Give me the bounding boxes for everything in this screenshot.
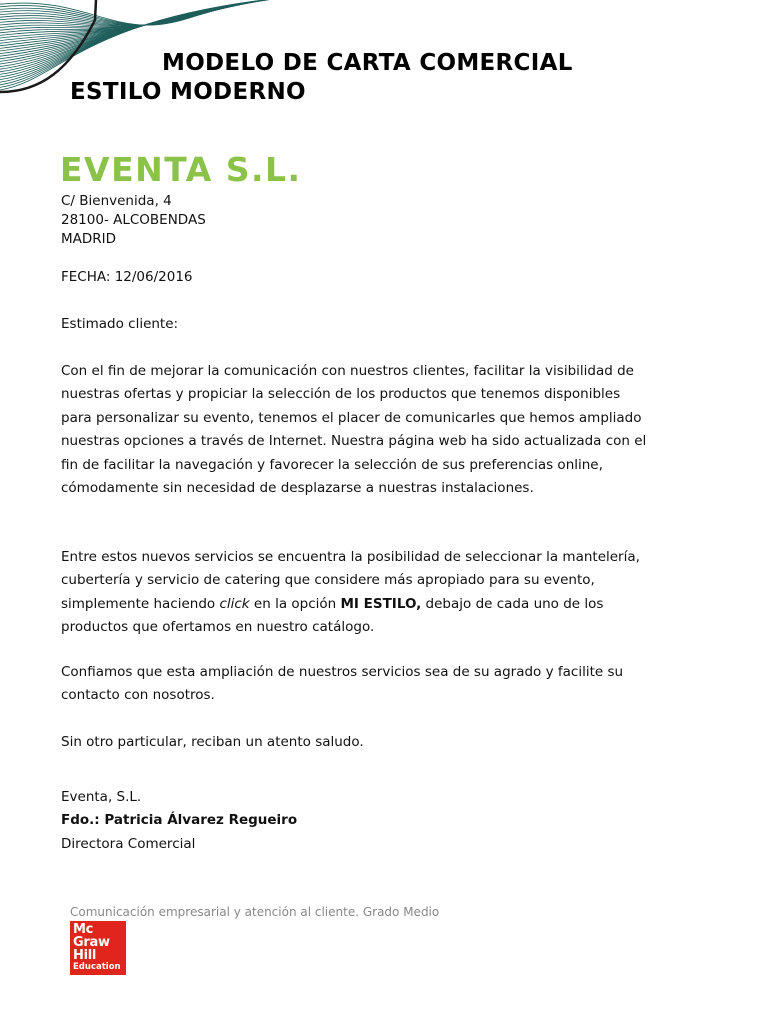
logo-text: Graw [73, 935, 110, 950]
footer-text: Comunicación empresarial y atención al cliente. Grado Medio [70, 905, 440, 919]
letter-date: FECHA: 12/06/2016 [61, 269, 193, 285]
page-title-line1: MODELO DE CARTA COMERCIAL [162, 50, 573, 76]
page-title-line2: ESTILO MODERNO [70, 79, 306, 105]
signature-name: Fdo.: Patricia Álvarez Regueiro [61, 812, 298, 829]
address-line: C/ Bienvenida, 4 [61, 193, 172, 209]
letter-closing: Sin otro particular, reciban un atento saludo. [61, 734, 364, 750]
paragraph-text: en la opción [249, 595, 341, 612]
logo-text: Education [73, 962, 121, 972]
letter-greeting: Estimado cliente: [61, 316, 179, 332]
paragraph-text: Entre estos nuevos servicios se encuentra la posibilidad de seleccionar la mantelería, cubertería y servicio de catering que considere más apropiado para su evento, simplemente haciendo [61, 549, 640, 612]
signature-block [61, 786, 297, 856]
logo-text: Mc [73, 922, 94, 937]
letter-paragraph-1: Con el fin de mejorar la comunicación con nuestros clientes, facilitar la visibilidad de nuestras ofertas y propiciar la selección de los productos que tenemos disponibles para personalizar su evento, tenemos el placer de comunicarles que hemos ampliado nuestras opciones a través de Internet. Nuestra página web ha sido actualizada con el fin de facilitar la navegación y favorecer la selección de sus preferencias online, cómodamente sin necesidad de desplazarse a nuestras instalaciones. [61, 363, 647, 497]
address-line: 28100- ALCOBENDAS [61, 212, 206, 228]
paragraph-text: debajo de cada uno de los productos que ofertamos en nuestro catálogo. [61, 595, 604, 636]
signature-role: Directora Comercial [61, 835, 196, 852]
mi-estilo-emphasis: MI ESTILO, [340, 595, 422, 612]
mcgraw-hill-logo [70, 921, 126, 975]
logo-text: Hill [73, 948, 97, 963]
click-emphasis: click [219, 595, 250, 612]
letter-paragraph-2 [61, 546, 651, 640]
letter-paragraph-3: Confiamos que esta ampliación de nuestros servicios sea de su agrado y facilite su contacto con nosotros. [61, 664, 624, 704]
signature-company: Eventa, S.L. [61, 789, 142, 805]
address-line: MADRID [61, 231, 117, 247]
company-name: EVENTA S.L. [60, 150, 302, 189]
company-address [61, 192, 206, 249]
